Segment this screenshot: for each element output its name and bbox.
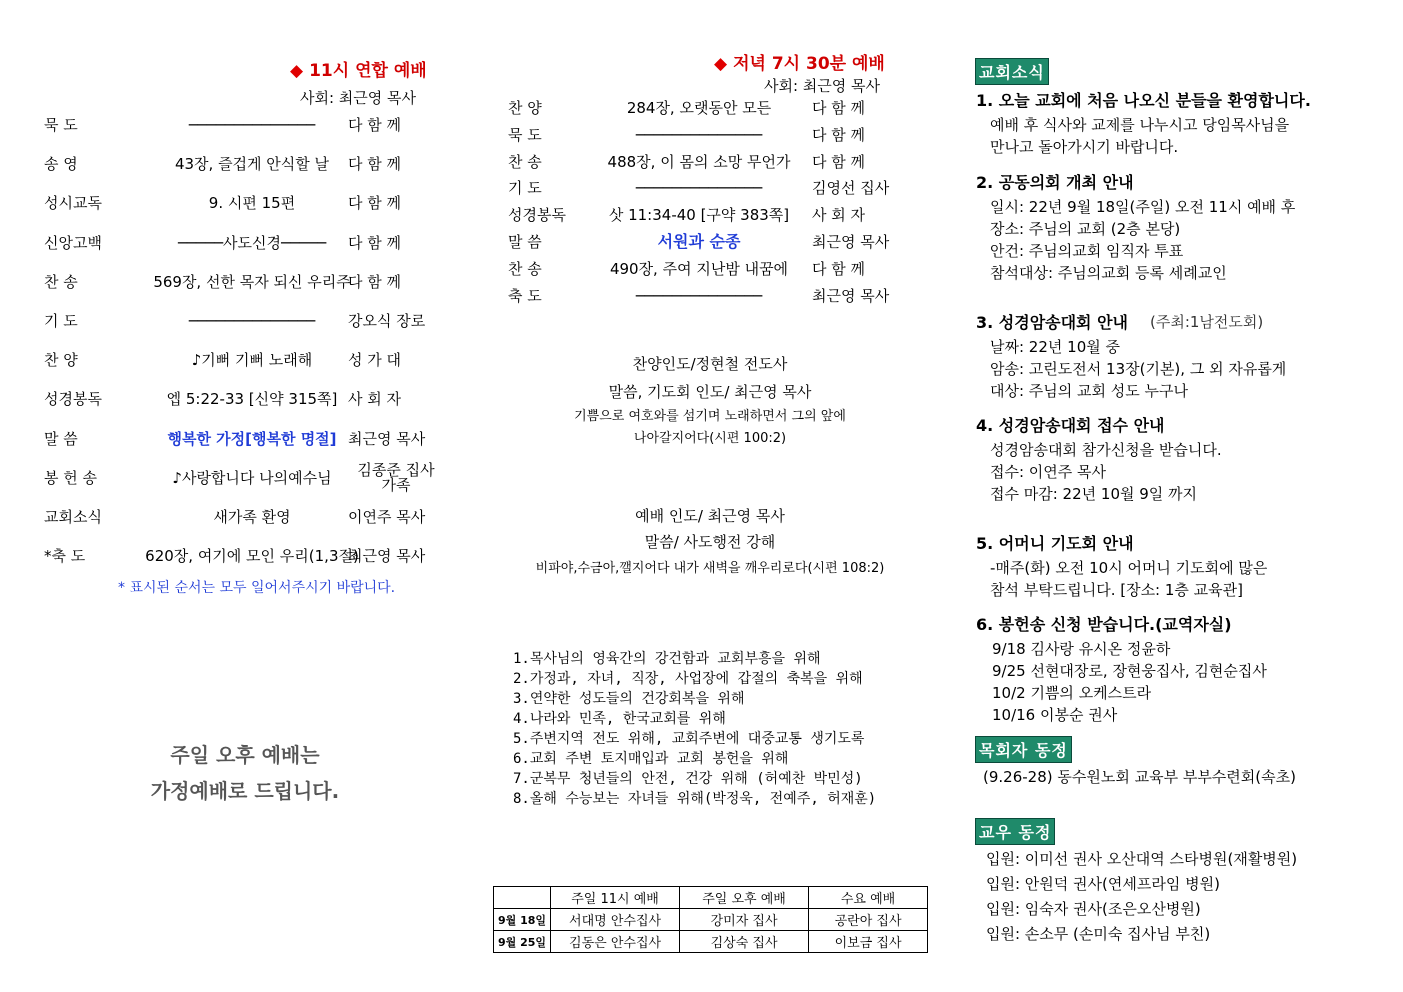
- news-line: 예배 후 식사와 교제를 나누시고 당임목사님을: [990, 116, 1290, 134]
- news-line: 9/25 선현대장로, 장현웅집사, 김현순집사: [992, 662, 1267, 680]
- order-leader: 다 함 께: [348, 272, 402, 291]
- news-line: 참석대상: 주님의교회 등록 세례교인: [990, 264, 1227, 282]
- order-row: [508, 258, 908, 280]
- news-line: 장소: 주님의 교회 (2층 본당): [990, 220, 1181, 238]
- prayer-item: 1.목사님의 영육간의 강건함과 교회부흥을 위해: [513, 651, 821, 667]
- order-leader: 다 함 께: [812, 152, 866, 171]
- order-content: ──────────────: [635, 125, 763, 144]
- order-leader: 성 가 대: [348, 351, 402, 370]
- order-content: 284장, 오랫동안 모든: [626, 99, 772, 117]
- order-item: 송 영: [44, 155, 78, 174]
- church-news-label: 교회소식: [975, 58, 1049, 85]
- order-row: [44, 460, 444, 494]
- member-item: 입원: 이미선 권사 오산대역 스타병원(재활병원): [986, 850, 1298, 868]
- dawn-leader: 예배 인도/ 최근영 목사: [635, 507, 785, 525]
- news-heading: 4. 성경암송대회 접수 안내: [976, 416, 1165, 435]
- duty-row: [494, 931, 928, 953]
- afternoon-notice-line: 주일 오후 예배는: [170, 743, 320, 767]
- morning-presider: 사회: 최근영 목사: [300, 89, 417, 107]
- order-leader: 김종준 집사 가족: [357, 460, 435, 494]
- wednesday-service-info: [500, 350, 920, 450]
- member-item: 입원: 임숙자 권사(조은오산병원): [986, 900, 1201, 918]
- evening-presider: 사회: 최근영 목사: [764, 77, 881, 95]
- order-item: 성경봉독: [508, 206, 566, 225]
- order-content: 삿 11:34-40 [구약 383쪽]: [608, 206, 790, 225]
- news-heading: 2. 공동의회 개최 안내: [976, 173, 1134, 192]
- diamond-icon: ◆: [290, 61, 304, 81]
- order-row: [44, 271, 444, 293]
- news-line: 접수: 이연주 목사: [990, 463, 1107, 481]
- order-content: 43장, 즐겁게 안식할 날: [174, 155, 330, 174]
- standing-note: * 표시된 순서는 모두 일어서주시기 바랍니다.: [118, 580, 396, 596]
- news-line: 날짜: 22년 10월 중: [990, 338, 1120, 356]
- dawn-sermon: 말씀/ 사도행전 강해: [644, 533, 776, 551]
- news-heading: 3. 성경암송대회 안내: [976, 313, 1128, 332]
- order-item: 찬 양: [508, 99, 542, 117]
- order-item: 성시교독: [44, 194, 102, 213]
- order-leader: 김영선 집사: [812, 179, 890, 198]
- order-leader: 다 함 께: [812, 259, 866, 278]
- news-line: -매주(화) 오전 10시 어머니 기도회에 많은: [990, 559, 1268, 577]
- order-item: 축 도: [508, 286, 542, 305]
- prayer-item: 5.주변지역 전도 위해, 교회주변에 대중교통 생기도록: [513, 731, 865, 747]
- order-content: 새가족 환영: [213, 508, 291, 526]
- order-row: [44, 388, 444, 410]
- order-leader: 사 회 자: [812, 206, 866, 225]
- order-content: 엡 5:22-33 [신약 315쪽]: [166, 390, 338, 409]
- order-content: ──────────────: [188, 116, 316, 134]
- member-item: 입원: 안원덕 권사(연세프라임 병원): [986, 875, 1220, 893]
- order-item: 신앙고백: [44, 233, 102, 252]
- order-leader: 다 함 께: [348, 194, 402, 213]
- order-item: 기 도: [508, 179, 542, 198]
- duty-header-cell: 주일 오후 예배: [680, 887, 809, 909]
- member-news-label: 교우 동정: [975, 818, 1055, 845]
- order-row: [44, 349, 444, 371]
- wed-verse: 나아갈지어다(시편 100:2): [633, 431, 787, 446]
- news-line: 만나고 돌아가시기 바랍니다.: [990, 138, 1179, 156]
- news-line: 참석 부탁드립니다. [장소: 1층 교육관]: [990, 581, 1244, 599]
- order-row: [508, 204, 908, 226]
- order-leader: 다 함 께: [812, 99, 866, 117]
- afternoon-notice-line: 가정예배로 드립니다.: [150, 779, 340, 803]
- duty-cell: 강미자 집사: [680, 909, 809, 931]
- order-item: 말 씀: [508, 233, 542, 251]
- wed-verse: 기쁨으로 여호와를 섬기며 노래하면서 그의 앞에: [574, 409, 846, 424]
- wed-prayer-leader: 말씀, 기도회 인도/ 최근영 목사: [608, 383, 812, 401]
- order-leader: 최근영 목사: [348, 429, 426, 448]
- order-item: 묵 도: [44, 116, 78, 134]
- order-leader: 다 함 께: [348, 155, 402, 174]
- order-leader: 이연주 목사: [348, 508, 426, 526]
- news-line: 9/18 김사랑 유시온 정윤하: [992, 640, 1171, 658]
- order-row: [44, 192, 444, 214]
- afternoon-notice: [120, 737, 370, 809]
- order-leader: 사 회 자: [348, 390, 402, 409]
- order-content: ──────────────: [635, 286, 763, 305]
- order-row: [508, 97, 908, 119]
- duty-cell: 김동은 안수집사: [551, 931, 680, 953]
- order-item: 찬 송: [508, 152, 542, 171]
- order-leader: 최근영 목사: [812, 233, 890, 251]
- order-item: 기 도: [44, 312, 78, 330]
- news-line: 안건: 주님의교회 임직자 투표: [990, 242, 1184, 260]
- order-row: [508, 124, 908, 146]
- news-line: 성경암송대회 참가신청을 받습니다.: [990, 441, 1222, 459]
- order-item: 성경봉독: [44, 390, 102, 409]
- duty-cell: 공란아 집사: [809, 909, 928, 931]
- wed-praise-leader: 찬양인도/정현철 전도사: [632, 355, 788, 373]
- order-item: 찬 송: [508, 259, 542, 278]
- duty-header-cell: 수요 예배: [809, 887, 928, 909]
- order-row: [44, 153, 444, 175]
- prayer-item: 8.올해 수능보는 자녀들 위해(박정욱, 전예주, 허재훈): [513, 791, 877, 807]
- dawn-verse: 비파야,수금아,깰지어다 내가 새벽을 깨우리로다(시편 108:2): [535, 561, 885, 576]
- news-heading: 1. 오늘 교회에 처음 나오신 분들을 환영합니다.: [976, 91, 1311, 110]
- duty-cell: 이보금 집사: [809, 931, 928, 953]
- order-row: [44, 232, 444, 254]
- news-line: 10/16 이봉순 권사: [992, 706, 1118, 724]
- evening-service-title: ◆ 저녁 7시 30분 예배: [714, 54, 885, 74]
- order-row: [44, 310, 444, 332]
- news-heading: 6. 봉헌송 신청 받습니다.(교역자실): [976, 615, 1232, 634]
- order-row: [44, 428, 444, 450]
- order-leader: 최근영 목사: [348, 547, 426, 566]
- order-row: [508, 231, 908, 253]
- order-content: 9. 시편 15편: [208, 194, 296, 213]
- order-row: [44, 114, 444, 136]
- duty-cell: 서대명 안수집사: [551, 909, 680, 931]
- order-row: [44, 506, 444, 528]
- news-line: 대상: 주님의 교회 성도 누구나: [990, 382, 1189, 400]
- news-line: 일시: 22년 9월 18일(주일) 오전 11시 예배 후: [990, 198, 1296, 216]
- news-heading: 5. 어머니 기도회 안내: [976, 534, 1134, 553]
- order-leader: 다 함 께: [348, 116, 402, 134]
- diamond-icon: ◆: [714, 54, 728, 74]
- news-organizer: (주최:1남전도회): [1150, 313, 1264, 331]
- news-line: 10/2 기쁨의 오케스트라: [992, 684, 1152, 702]
- order-item: 말 씀: [44, 429, 78, 448]
- order-leader: 다 함 께: [812, 125, 866, 144]
- order-leader: 다 함 께: [348, 233, 402, 252]
- news-line: 접수 마감: 22년 10월 9일 까지: [990, 485, 1198, 503]
- order-item: 교회소식: [44, 508, 102, 526]
- order-item: 묵 도: [508, 125, 542, 144]
- order-content: ──────────────: [188, 312, 316, 330]
- order-content: 488장, 이 몸의 소망 무언가: [607, 152, 791, 171]
- order-row: [508, 177, 908, 199]
- duty-table: [493, 886, 928, 953]
- pastor-news-text: (9.26-28) 동수원노회 교육부 부부수련회(속초): [983, 768, 1296, 786]
- order-row: [508, 151, 908, 173]
- order-content: ─────사도신경─────: [177, 233, 327, 252]
- prayer-item: 6.교회 주변 토지매입과 교회 봉헌을 위해: [513, 751, 789, 767]
- prayer-item: 2.가정과, 자녀, 직장, 사업장에 갑절의 축복을 위해: [513, 671, 863, 687]
- order-item: 봉 헌 송: [44, 468, 98, 487]
- duty-cell: 김상숙 집사: [680, 931, 809, 953]
- prayer-item: 4.나라와 민족, 한국교회를 위해: [513, 711, 726, 727]
- prayer-item: 3.연약한 성도들의 건강회복을 위해: [513, 691, 745, 707]
- order-content: 490장, 주여 지난밤 내꿈에: [609, 259, 789, 278]
- order-content: 서원과 순종: [657, 232, 741, 251]
- order-item: 찬 송: [44, 272, 78, 291]
- morning-service-title: ◆ 11시 연합 예배: [290, 61, 427, 81]
- pastor-news-label: 목회자 동정: [975, 736, 1072, 763]
- order-item: 찬 양: [44, 351, 78, 370]
- order-leader: 강오식 장로: [348, 312, 426, 330]
- order-content: 행복한 가정[행복한 명절]: [167, 429, 337, 448]
- order-content: ♪기뻐 기뻐 노래해: [191, 351, 313, 370]
- duty-header-cell: [494, 887, 551, 909]
- duty-date: 9월 25일: [494, 931, 551, 953]
- order-row: [44, 545, 444, 567]
- duty-row: [494, 909, 928, 931]
- order-content: ♪사랑합니다 나의예수님: [172, 468, 332, 487]
- duty-date: 9월 18일: [494, 909, 551, 931]
- order-content: 569장, 선한 목자 되신 우리주: [153, 272, 351, 291]
- prayer-item: 7.군복무 청년들의 안전, 건강 위해 (허예찬 박민성): [513, 771, 863, 787]
- duty-header-cell: 주일 11시 예배: [551, 887, 680, 909]
- member-item: 입원: 손소무 (손미숙 집사님 부친): [986, 925, 1211, 943]
- dawn-service-info: [500, 503, 920, 583]
- duty-header-row: [494, 887, 928, 909]
- order-leader: 최근영 목사: [812, 286, 890, 305]
- order-content: 620장, 여기에 모인 우리(1,3절): [145, 547, 359, 566]
- order-content: ──────────────: [635, 179, 763, 198]
- news-line: 암송: 고린도전서 13장(기본), 그 외 자유롭게: [990, 360, 1287, 378]
- order-item: *축 도: [44, 547, 86, 566]
- order-row: [508, 285, 908, 307]
